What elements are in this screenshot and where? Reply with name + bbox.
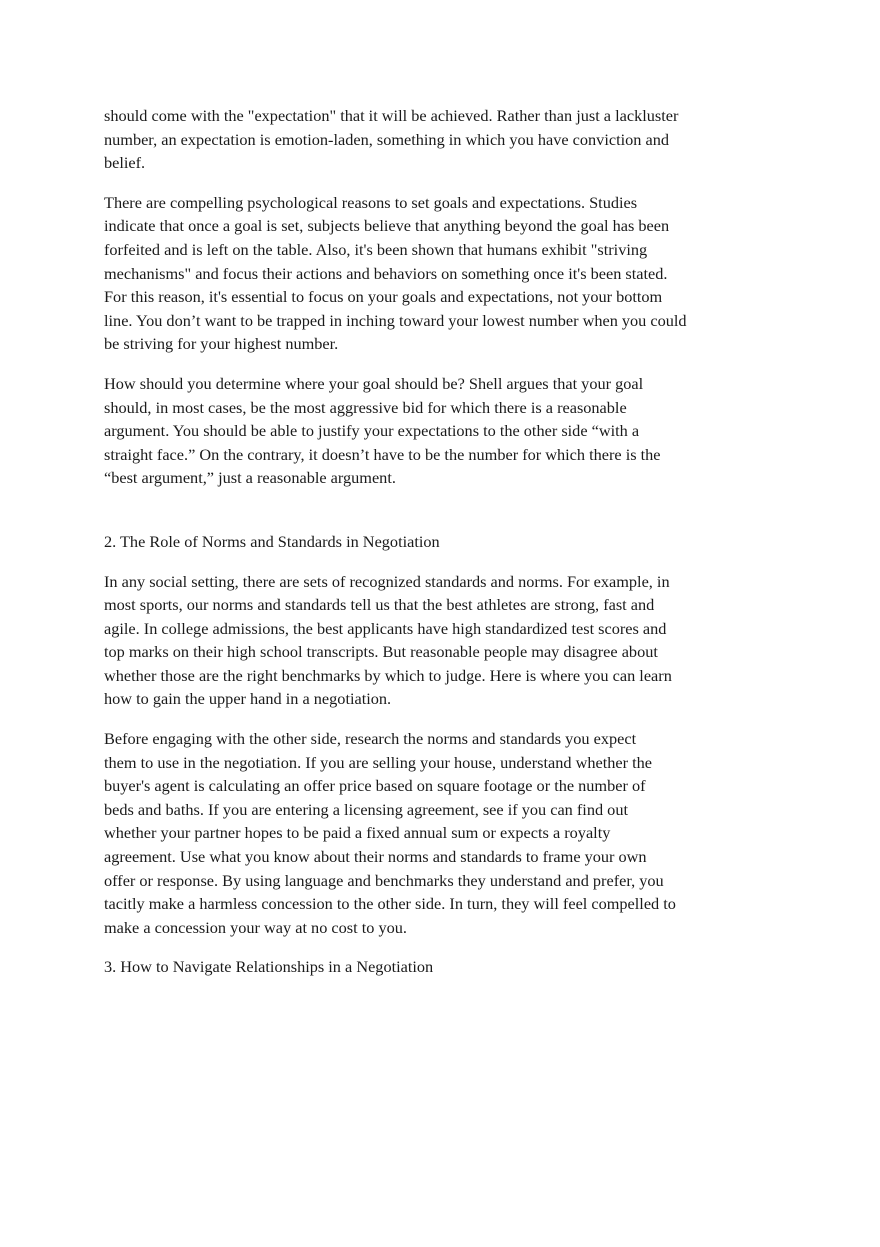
document-page [104,104,744,979]
paragraph-psychological-reasons: There are compelling psychological reasons to set goals and expectations. Studies indicate that once a goal is set, subjects believe that anything beyond the goal has been forfeited and is left on the table. Also, it's been shown that humans exhibit "striving mechanisms" and focus their actions and behaviors on something once it's been stated. For this reason, it's essential to focus on your goals and expectations, not your bottom line. You don’t want to be trapped in inching toward your lowest number when you could be striving for your highest number. [104,192,687,354]
section-heading-relationships: 3. How to Navigate Relationships in a Negotiation [104,957,434,977]
paragraph-expectation: should come with the "expectation" that it will be achieved. Rather than just a lackluster number, an expectation is emotion-laden, something in which you have conviction and belief. [104,106,679,173]
section-heading-norms-standards: 2. The Role of Norms and Standards in Negotiation [104,531,440,551]
paragraph-social-setting: In any social setting, there are sets of recognized standards and norms. For example, in most sports, our norms and standards tell us that the best athletes are strong, fast and agile. In college admissions, the best applicants have high standardized test scores and top marks on their high school transcripts. But reasonable people may disagree about whether those are the right benchmarks by which to judge. Here is where you can learn how to gain the upper hand in a negotiation. [104,571,672,709]
paragraph-before-engaging: Before engaging with the other side, research the norms and standards you expect them to use in the negotiation. If you are selling your house, understand whether the buyer's agent is calculating an offer price based on square footage or the number of beds and baths. If you are entering a licensing agreement, see if you can find out whether your partner hopes to be paid a fixed annual sum or expects a royalty agreement. Use what you know about their norms and standards to frame your own offer or response. By using language and benchmarks they understand and prefer, you tacitly make a harmless concession to the other side. In turn, they will feel compelled to make a concession your way at no cost to you. [104,729,676,937]
paragraph-determine-goal: How should you determine where your goal should be? Shell argues that your goal should, in most cases, be the most aggressive bid for which there is a reasonable argument. You should be able to justify your expectations to the other side “with a straight face.” On the contrary, it doesn’t have to be the number for which there is the “best argument,” just a reasonable argument. [104,373,661,488]
